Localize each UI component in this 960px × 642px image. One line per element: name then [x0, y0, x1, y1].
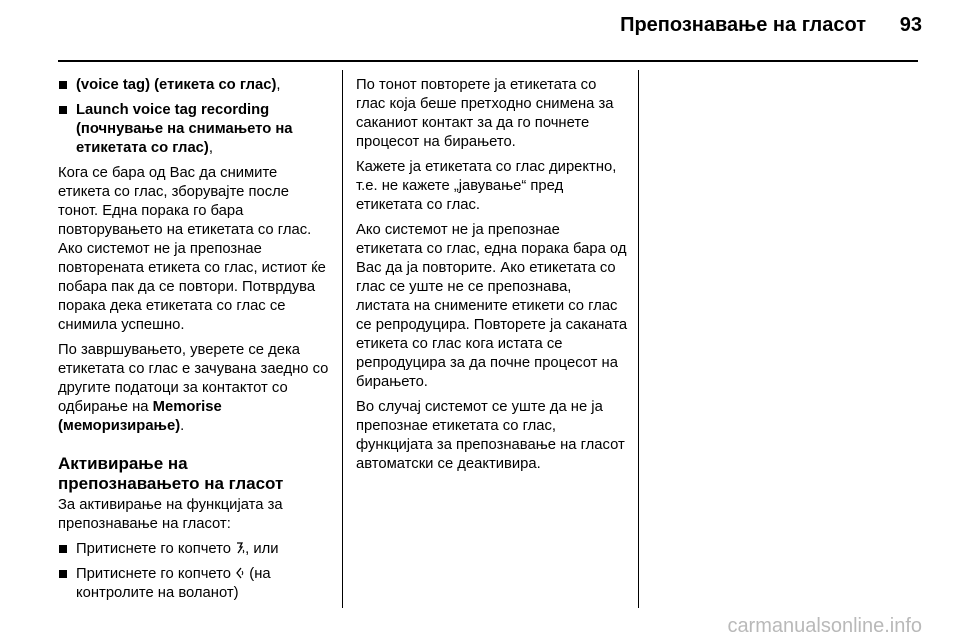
menu-option-launch-recording: Launch voice tag recording (почнување на снимањето на етикетата со глас) [76, 102, 293, 156]
steering-voice-icon [235, 566, 245, 580]
list-item-text: , или [245, 541, 279, 557]
left-column [58, 76, 333, 609]
paragraph: За активирање на функцијата за препознавање на гласот: [58, 497, 283, 532]
column-divider-right [638, 70, 639, 608]
bullet-marker [59, 570, 67, 578]
menu-option-memorise: Memorise (меморизирање) [58, 399, 222, 434]
list-item [58, 540, 333, 559]
bullet-marker [59, 106, 67, 114]
paragraph: Кажете ја етикетата со глас директно, т.е. не кажете „јавување“ пред етикетата со глас. [356, 159, 617, 213]
bullet-marker [59, 81, 67, 89]
list-item [58, 101, 333, 158]
list-item [58, 565, 333, 603]
column-divider-left [342, 70, 343, 608]
punctuation: , [208, 140, 213, 156]
list-item-text: Притиснете го копчето [76, 566, 232, 582]
page-title: Препознавање на гласот [620, 14, 866, 36]
header-rule [58, 60, 918, 62]
paragraph: Ако системот не ја препознае етикетата со глас, една порака бара од Вас да ја повторите. Ако етикетата со глас се уште не се препознава, листата на снимените етикети со глас се репродуцира. Повторете ја саканата етикета со глас кога истата се репродуцира за да почне процесот на бирањето. [356, 222, 628, 390]
paragraph: Во случај системот се уште да не ја препознае етикетата со глас, функцијата за препознавање на гласот автоматски се деактивира. [356, 399, 625, 472]
list-item-text: Притиснете го копчето [76, 541, 232, 557]
paragraph [58, 341, 333, 436]
section-heading: Активирање на препознавањето на гласот [58, 454, 284, 493]
list-item-text: (на контролите на воланот) [76, 566, 271, 601]
page-number: 93 [899, 14, 922, 36]
watermark: carmanualsonline.info [727, 615, 922, 637]
middle-column [356, 76, 628, 480]
voice-button-icon [235, 541, 245, 555]
punctuation: . [180, 418, 185, 434]
punctuation: , [276, 77, 281, 93]
paragraph: Кога се бара од Вас да снимите етикета со глас, зборувајте после тонот. Една порака го бара повторувањето на етикетата со глас. Ако системот не ја препознае повторената етикета со глас, истиот ќе побара пак да се повтори. Потврдува порака дека етикетата со глас се снимила успешно. [58, 165, 326, 333]
menu-option-voice-tag: (voice tag) (етикета со глас) [76, 77, 277, 93]
paragraph-text: По завршувањето, уверете се дека етикетата со глас е зачувана заедно со другите податоци за контактот со одбирање на [58, 342, 329, 415]
bullet-marker [59, 545, 67, 553]
paragraph: По тонот повторете ја етикетата со глас која беше претходно снимена за саканиот контакт за да го почнете процесот на бирањето. [356, 77, 614, 150]
list-item [58, 76, 333, 95]
